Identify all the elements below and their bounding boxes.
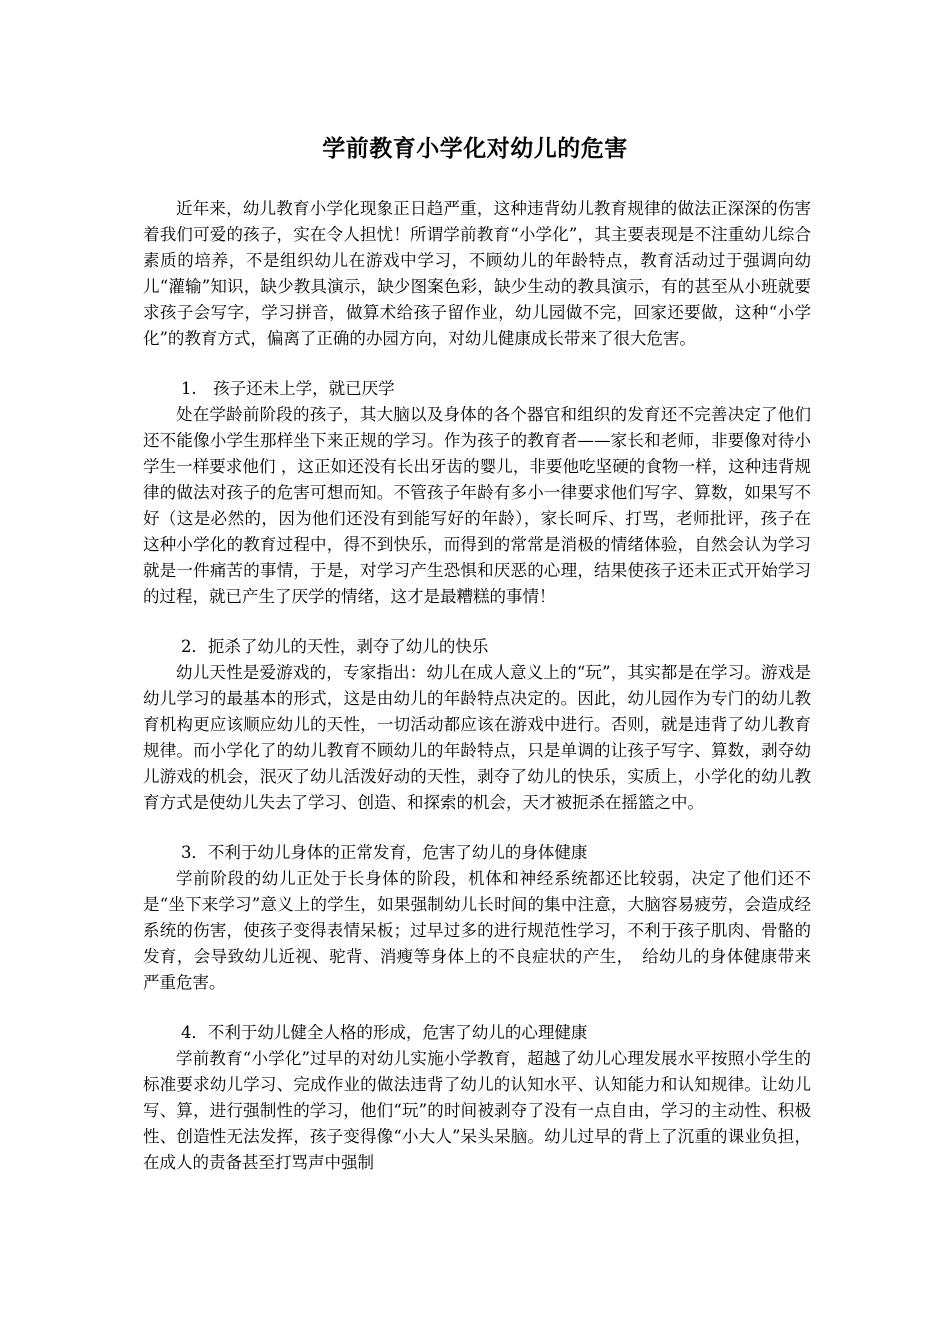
paragraph-gap: [143, 816, 811, 840]
section-4-text: 学前教育“小学化”过早的对幼儿实施小学教育，超越了幼儿心理发展水平按照小学生的标准要求幼儿学习、完成作业的做法违背了幼儿的认知水平、认知能力和认知规律。让幼儿写、算，进行强制性的学习，他们“玩”的时间被剥夺了没有一点自由，学习的主动性、积极性、创造性无法发挥，孩子变得像“小大人”呆头呆脑。幼儿过早的背上了沉重的课业负担，在成人的责备甚至打骂声中强制: [143, 1049, 811, 1172]
section-3-heading: 3．不利于幼儿身体的正常发育，危害了幼儿的身体健康: [180, 843, 588, 862]
section-4-heading: 4．不利于幼儿健全人格的形成，危害了幼儿的心理健康: [180, 1023, 588, 1042]
paragraph-gap: [143, 996, 811, 1020]
document-title: 学前教育小学化对幼儿的危害: [322, 136, 628, 162]
section-3-text: 学前阶段的幼儿正处于长身体的阶段，机体和神经系统都还比较弱，决定了他们还不是“坐下来学习”意义上的学生，如果强制幼儿长时间的集中注意，大脑容易疲劳，会造成经系统的伤害，使孩子变得表情呆板；过早过多的进行规范性学习，不利于孩子肌肉、骨骼的发育，会导致幼儿近视、驼背、消瘦等身体上的不良症状的产生， 给幼儿的身体健康带来严重危害。: [143, 869, 811, 992]
paragraph-gap: [143, 610, 811, 634]
intro-paragraph: 近年来，幼儿教育小学化现象正日趋严重，这种违背幼儿教育规律的做法正深深的伤害着我们可爱的孩子，实在令人担忧！所谓学前教育“小学化”，其主要表现是不注重幼儿综合素质的培养，不是组织幼儿在游戏中学习，不顾幼儿的年龄特点，教育活动过于强调向幼儿“灌输”知识，缺少教具演示，缺少图案色彩，缺少生动的教具演示，有的甚至从小班就要求孩子会写字，学习拼音，做算术给孩子留作业，幼儿园做不完，回家还要做，这种“小学化”的教育方式，偏离了正确的办园方向，对幼儿健康成长带来了很大危害。: [143, 199, 811, 348]
section-2-heading: 2．扼杀了幼儿的天性，剥夺了幼儿的快乐: [180, 637, 489, 656]
document-body: [143, 196, 811, 1176]
section-2-text: 幼儿天性是爱游戏的，专家指出：幼儿在成人意义上的“玩”，其实都是在学习。游戏是幼儿学习的最基本的形式，这是由幼儿的年龄特点决定的。因此，幼儿园作为专门的幼儿教育机构更应该顺应幼儿的天性，一切活动都应该在游戏中进行。否则，就是违背了幼儿教育规律。而小学化了的幼儿教育不顾幼儿的年龄特点，只是单调的让孩子写字、算数，剥夺幼儿游戏的机会，泯灭了幼儿活泼好动的天性，剥夺了幼儿的快乐，实质上，小学化的幼儿教育方式是使幼儿失去了学习、创造、和探索的机会，天才被扼杀在摇篮之中。: [143, 663, 811, 812]
section-1-heading: 1. 孩子还未上学，就已厌学: [180, 379, 395, 398]
paragraph-gap: [143, 352, 811, 376]
section-1-text: 处在学龄前阶段的孩子，其大脑以及身体的各个器官和组织的发育还不完善决定了他们还不能像小学生那样坐下来正规的学习。作为孩子的教育者——家长和老师，非要像对待小学生一样要求他们 ，这正如还没有长出牙齿的婴儿，非要他吃坚硬的食物一样，这种违背规律的做法对孩子的危害可想而知。不管孩子年龄有多小一律要求他们写字、算数，如果写不好（这是必然的，因为他们还没有到能写好的年龄），家长呵斥、打骂，老师批评，孩子在这种小学化的教育过程中，得不到快乐，而得到的常常是消极的情绪体验，自然会认为学习就是一件痛苦的事情，于是，对学习产生恐惧和厌恶的心理，结果使孩子还未正式开始学习的过程，就已产生了厌学的情绪，这才是最糟糕的事情！: [143, 405, 811, 606]
